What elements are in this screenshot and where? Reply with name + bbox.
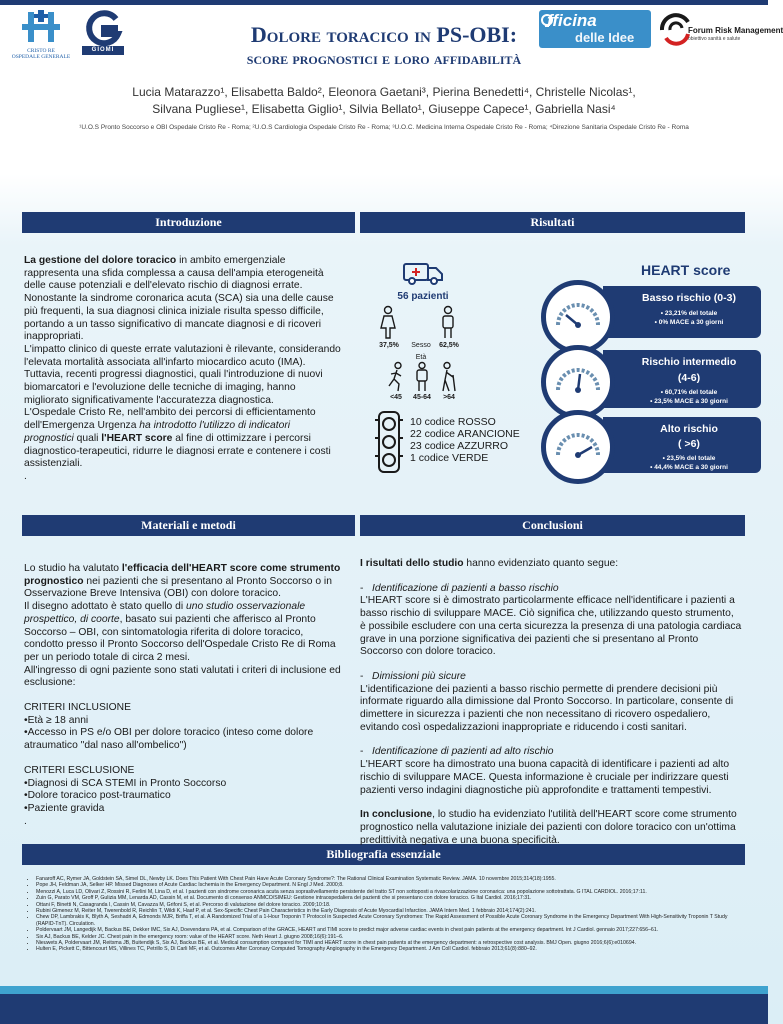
cristo-re-logo	[8, 8, 74, 64]
male-pct: 62,5%	[439, 342, 459, 349]
methods-header-label: Materiali e metodi	[141, 518, 236, 532]
conclusions-header-label: Conclusioni	[522, 518, 583, 532]
giomi-g-icon	[80, 10, 126, 46]
traffic-light-icon	[374, 410, 404, 474]
low-risk-gauge	[541, 280, 615, 354]
results-header	[360, 212, 745, 233]
intro-p4-italic: ha introdotto l'utilizzo di indicatori prognostici	[24, 420, 291, 444]
biblio-item: • Fanaroff AC, Rymer JA, Goldstein SA, Simel DL, Newby LK. Does This Patient With Chest Pain Have Acute Coronary Syndrome?: The Rational Clinical Examination Systematic Review. JAMA. 10 novembre 2015;314(18):1955.	[36, 876, 748, 882]
conclusion-final: , lo studio ha evidenziato l'utilità dell'HEART score come strumento prognostico nella valutazione iniziale dei pazienti con dolore toracico con un'ottima predittività negativa e una buona specificità.	[360, 809, 737, 846]
code-orange: 22 codice ARANCIONE	[410, 428, 520, 440]
code-green: 1 codice VERDE	[410, 452, 489, 464]
age-group-under45: <45	[390, 394, 402, 401]
mid-risk-line1: • 60,71% del totale	[660, 389, 718, 396]
exclusion-item-4: .	[24, 815, 27, 827]
bottom-accent-bar	[0, 986, 768, 994]
age-group-45-64: 45-64	[413, 394, 431, 401]
biblio-item: • Zuin G, Parato VM, Groff P, Gulizia MM, Lenarda AD, Cassin M, et al. Documento di consenso ANMCO/SIMEU: Gestione intraospedaliera dei pazienti che si presentano con dolore toracico. G Ital Cardiol. 2016;17:31.	[36, 895, 748, 901]
mid-risk-title1: Rischio intermedio	[641, 356, 737, 368]
methods-p1b: nei pazienti che si presentano al Pronto Soccorso o in Osservazione Breve Intensiva (OBI) con dolore toracico.	[24, 575, 332, 600]
mid-risk-box	[603, 350, 761, 408]
officina-line1: fficina	[547, 11, 597, 30]
conclusion-heading-2: Dimissioni più sicure	[372, 670, 466, 682]
high-risk-title1: Alto rischio	[660, 423, 718, 435]
frm-swirl-icon	[658, 10, 692, 50]
forum-risk-management-logo	[658, 10, 783, 52]
conclusion-final-bold: In conclusione	[360, 809, 433, 821]
code-red: 10 codice ROSSO	[410, 416, 496, 428]
mid-risk-title2: (4-6)	[677, 372, 701, 384]
low-risk-line2: • 0% MACE a 30 giorni	[654, 319, 724, 326]
conclusions-intro-bold: I risultati dello studio	[360, 558, 464, 569]
conclusion-text-2: L'identificazione dei pazienti a basso rischio permette di prendere decisioni più informate riguardo alla dimissione dal Pronto Soccorso. In particolare, consente di dimettere in sicurezza i pazienti che non necessitano di ricovero ospedaliero, evitando così ospedalizzazioni inappropriate e riducendo i costi sanitari.	[360, 683, 734, 733]
methods-p1a: Lo studio ha valutato	[24, 563, 122, 574]
patients-count: 56 pazienti	[397, 291, 449, 302]
frm-tagline: obiettivo sanità e salute	[688, 36, 741, 42]
top-bar	[0, 0, 768, 5]
high-risk-title2: ( >6)	[678, 438, 700, 450]
exclusion-item-2: •Dolore toracico post-traumatico	[24, 790, 171, 802]
cristo-re-emblem-icon	[8, 8, 74, 48]
inclusion-item-1: •Età ≥ 18 anni	[24, 714, 89, 726]
mid-risk-gauge	[541, 345, 615, 419]
triage-codes	[410, 416, 520, 464]
sex-label: Sesso	[411, 342, 431, 349]
gauge-high-icon	[546, 415, 610, 479]
methods-text	[24, 563, 342, 828]
methods-p3: All'ingresso di ogni paziente sono stati valutati i criteri di inclusione ed esclusione:	[24, 664, 341, 689]
inclusion-title: CRITERI INCLUSIONE	[24, 702, 131, 714]
intro-header-label: Introduzione	[155, 215, 222, 229]
cristo-re-name: CRISTO RE OSPEDALE GENERALE	[11, 48, 71, 60]
adult-icon	[412, 362, 432, 392]
bottom-bar	[0, 994, 768, 1024]
results-header-label: Risultati	[530, 215, 575, 229]
methods-p2b: , basato sui pazienti che afferisco al Pronto Soccorso – OBI, con sintomatologia riferita di dolore toracico, condotto presso il Pronto Soccorso dell'Ospedale Cristo Re di Roma per un periodo totale di circa 2 mesi.	[24, 613, 336, 663]
male-icon	[438, 306, 458, 340]
inclusion-item-2: •Accesso in PS e/o OBI per dolore toracico (inteso come dolore atraumatico "dal naso all'ombelico")	[24, 727, 314, 752]
giomi-logo	[80, 10, 126, 58]
elderly-with-cane-icon	[438, 362, 460, 392]
heart-score-title: HEART score	[641, 262, 731, 278]
methods-p2a: Il disegno adottato è stato quello di	[24, 601, 187, 613]
intro-text	[24, 255, 342, 484]
high-risk-line2: • 44,4% MACE a 30 giorni	[650, 464, 728, 471]
female-pct: 37,5%	[379, 342, 399, 349]
female-icon	[378, 306, 398, 340]
biblio-item: • Rubini Gimenez M, Reiter M, Twerenbold R, Reichlin T, Wildi K, Haaf P, et al. Sex-Specific Chest Pain Characteristics in the Early Diagnosis of Acute Myocardial Infarction. JAMA Intern Med. 1 febbraio 2014;174(2):241.	[36, 908, 748, 914]
bibliography-list	[28, 876, 748, 953]
intro-p2: Nonostante la sindrome coronarica acuta (SCA) sia una delle cause più frequenti, la sua diagnosi clinica iniziale risulta spesso difficile, portando a un tasso significativo di mancate diagnosi e di ricoveri inappropriati.	[24, 293, 334, 343]
intro-p4b: quali	[73, 432, 102, 444]
young-runner-icon	[386, 362, 406, 392]
high-risk-line1: • 23,5% del totale	[662, 455, 716, 462]
conclusion-text-1: L'HEART score si è dimostrato particolarmente efficace nell'identificare i pazienti a basso rischio di sviluppare MACE. Ciò significa che, utilizzando questo strumento, è possibile escludere con una certa sicurezza la presenza di una patologia cardiaca grave in una porzione significativa dei pazienti che si presentano al Pronto Soccorso con dolore toracico.	[360, 595, 742, 658]
biblio-item: • Six AJ, Backus BE, Kelder JC. Chest pain in the emergency room: value of the HEART score. Neth Heart J. giugno 2008;16(6):191–6.	[36, 934, 748, 940]
methods-p1-bold: l'efficacia dell'HEART score come strumento prognostico	[24, 563, 341, 587]
mid-risk-line2: • 23,5% MACE a 30 giorni	[650, 398, 728, 405]
conclusion-heading-1: Identificazione di pazienti a basso rischio	[372, 582, 559, 594]
high-risk-gauge	[541, 410, 615, 484]
conclusions-text: I risultati dello studio hanno evidenziato quanto segue: - Identificazione di pazienti a basso rischio L'HEART score si è dimostrato particolarmente efficace nell'identificare i pazienti a basso rischio di sviluppare MACE. Ciò significa che, utilizzando questo strumento, è possibile escludere con una certa sicurezza la presenza di una patologia cardiaca grave in una porzione significativa dei pazienti che si presentano al Pronto Soccorso con dolore toracico. - Dimissioni più sicure L'identificazione dei pazienti a basso rischio permette di prendere decisioni più informate riguardo alla dimissione dal Pronto Soccorso. In particolare, consente di dimettere in sicurezza i pazienti che non necessitano di ricovero ospedaliero, evitando così ospedalizzazioni inappropriate e riducendo i costi sanitari. - Identificazione di pazienti ad alto rischio L'HEART score ha dimostrato una buona capacità di identificare i pazienti ad alto rischio di sviluppare MACE. Questa informazione è cruciale per indirizzare questi pazienti verso indagini diagnostiche più approfondite e trattamenti tempestivi. In conclusione, lo studio ha evidenziato l'utilità dell'HEART score come strumento prognostico nella valutazione iniziale dei pazienti con dolore toracico con un'ottima predittività negativa e una buona specificità.	[360, 558, 742, 846]
biblio-item: • Hulten E, Pickett C, Bittencourt MS, Villines TC, Petrillo S, Di Carli MF, et al. Outcomes After Coronary Computed Tomography Angiography in the Emergency Department. J Am Coll Cardiol. febbraio 2013;61(8):880–92.	[36, 946, 748, 952]
officina-line2: delle Idee	[575, 30, 635, 45]
exclusion-title: CRITERI ESCLUSIONE	[24, 764, 135, 776]
exclusion-item-1: •Diagnosi di SCA STEMI in Pronto Soccorso	[24, 777, 227, 789]
high-risk-box	[603, 417, 761, 473]
authors	[100, 84, 668, 118]
biblio-item: • Menozzi A, Luca LD, Olivari Z, Rossini R, Ferlini M, Lina D, et al. I pazienti con sindrome coronarica acuta senza sopraslivellamento persistente del tratto ST non sottoposti a rivascolarizzazione coronarica: una popolazione sottotrattata. G ITAL CARDIOL. 2016;17:11.	[36, 889, 748, 895]
intro-p5: .	[24, 470, 27, 482]
gauge-low-icon	[546, 285, 610, 349]
intro-header	[22, 212, 355, 233]
affiliations: ¹U.O.S Pronto Soccorso e OBI Ospedale Cristo Re - Roma; ²U.O.S Cardiologia Ospedale Cristo Re - Roma; ³U.O.C. Medicina Interna Ospedale Cristo Re - Roma; ⁴Direzione Sanitaria Ospedale Cristo Re - Roma	[79, 124, 689, 131]
conclusion-text-3: L'HEART score ha dimostrato una buona capacità di identificare i pazienti ad alto rischio di sviluppare MACE. Questa informazione è cruciale per indirizzare questi pazienti verso indagini diagnostiche più approfondite e trattamenti tempestivi.	[360, 759, 730, 796]
conclusions-intro: hanno evidenziato quanto segue:	[463, 558, 619, 569]
biblio-item: • Pope JH, Feldman JA, Selker HP. Missed Diagnoses of Acute Cardiac Ischemia in the Emergency Department. N Engl J Med. 2000;8.	[36, 882, 748, 888]
intro-p4-bold: l'HEART score	[101, 432, 173, 444]
poster-title: Dolore toracico in PS-OBI:	[250, 22, 518, 47]
authors-line-1: Lucia Matarazzo¹, Elisabetta Baldo², Eleonora Gaetani³, Pierina Benedetti⁴, Christelle Nicolas¹,	[132, 85, 636, 99]
intro-p1: in ambito emergenziale rappresenta una sfida complessa a causa dell'ampia eterogeneità delle cause potenziali e dell'elevato rischio di diagnosi errate.	[24, 255, 324, 292]
code-blue: 23 codice AZZURRO	[410, 440, 509, 452]
conclusion-heading-3: Identificazione di pazienti ad alto rischio	[372, 746, 554, 758]
biblio-item: • Nieuwets A, Poldervaart JM, Reitsma JB, Buitendijk S, Six AJ, Backus BE, et al. Medical consumption compared for TIMI and HEART score in chest pain patients at the emergency department: a retrospective cost analysis. BMJ Open. giugno 2016;6(6):e010694.	[36, 940, 748, 946]
ambulance-icon	[402, 258, 444, 286]
intro-p1-bold: La gestione del dolore toracico	[24, 255, 177, 266]
authors-line-2: Silvana Pugliese¹, Elisabetta Giglio¹, Silvia Bellato¹, Giuseppe Capece¹, Gabriella Nasi⁴	[152, 102, 616, 116]
low-risk-title: Basso rischio (0-3)	[642, 292, 736, 304]
intro-p4a: L'Ospedale Cristo Re, nell'ambito dei percorsi di efficientamento dell'Emergenza Urgenza	[24, 407, 316, 432]
officina-delle-idee-logo	[539, 10, 651, 48]
giomi-label: GIOMI	[82, 46, 124, 55]
methods-p2-italic: uno studio osservazionale prospettico, di coorte	[24, 601, 306, 625]
conclusions-header	[360, 515, 745, 536]
biblio-item: • Chew DP, Lambrakis K, Blyth A, Seshadri A, Edmonds MJR, Briffa T, et al. A Randomized Trial of a 1-Hour Troponin T Protocol in Suspected Acute Coronary Syndromes: The Rapid Assessment of Possible Acute Coronary Syndrome in the Emergency Department With High-Sensitivity Troponin T Study (RAPID-TnT). Circulation.	[36, 914, 748, 927]
intro-p3: L'impatto clinico di queste errate valutazioni è rilevante, considerando l'elevata mortalità associata all'infarto miocardico acuto (IMA). Tuttavia, recenti progressi diagnostici, quali l'introduzione di nuovi biomarcatori e l'evoluzione delle tecniche di imaging, hanno migliorato significativamente l'accuratezza diagnostica.	[24, 343, 341, 406]
age-group-over64: >64	[443, 394, 455, 401]
low-risk-line1: • 23,21% del totale	[660, 310, 718, 317]
poster-subtitle: score prognostici e loro affidabilità	[246, 49, 522, 68]
biblio-item: • Poldervaart JM, Langedijk M, Backus BE, Dekker IMC, Six AJ, Doevendans PA, et al. Comparison of the GRACE, HEART and TIMI score to predict major adverse cardiac events in chest pain patients at the emergency department. Int J Cardiol. gennaio 2017;227:656–61.	[36, 927, 748, 933]
biblio-item: • Ottani F, Binetti N, Casagranda I, Cassin M, Cavazza M, Grifoni S, et al. Percorso di valutazione del dolore toracico. 2009;10:18.	[36, 902, 748, 908]
exclusion-item-3: •Paziente gravida	[24, 802, 105, 814]
methods-header	[22, 515, 355, 536]
frm-name: Forum Risk Management	[688, 26, 783, 35]
gauge-mid-icon	[546, 350, 610, 414]
age-label: Età	[415, 354, 427, 361]
intro-p4c: al fine di ottimizzare i percorsi diagnostico-terapeutici, ridurre le diagnosi errate e contenere i costi assistenziali.	[24, 432, 331, 470]
bibliography-header-label: Bibliografia essenziale	[326, 847, 441, 861]
low-risk-box	[603, 286, 761, 338]
